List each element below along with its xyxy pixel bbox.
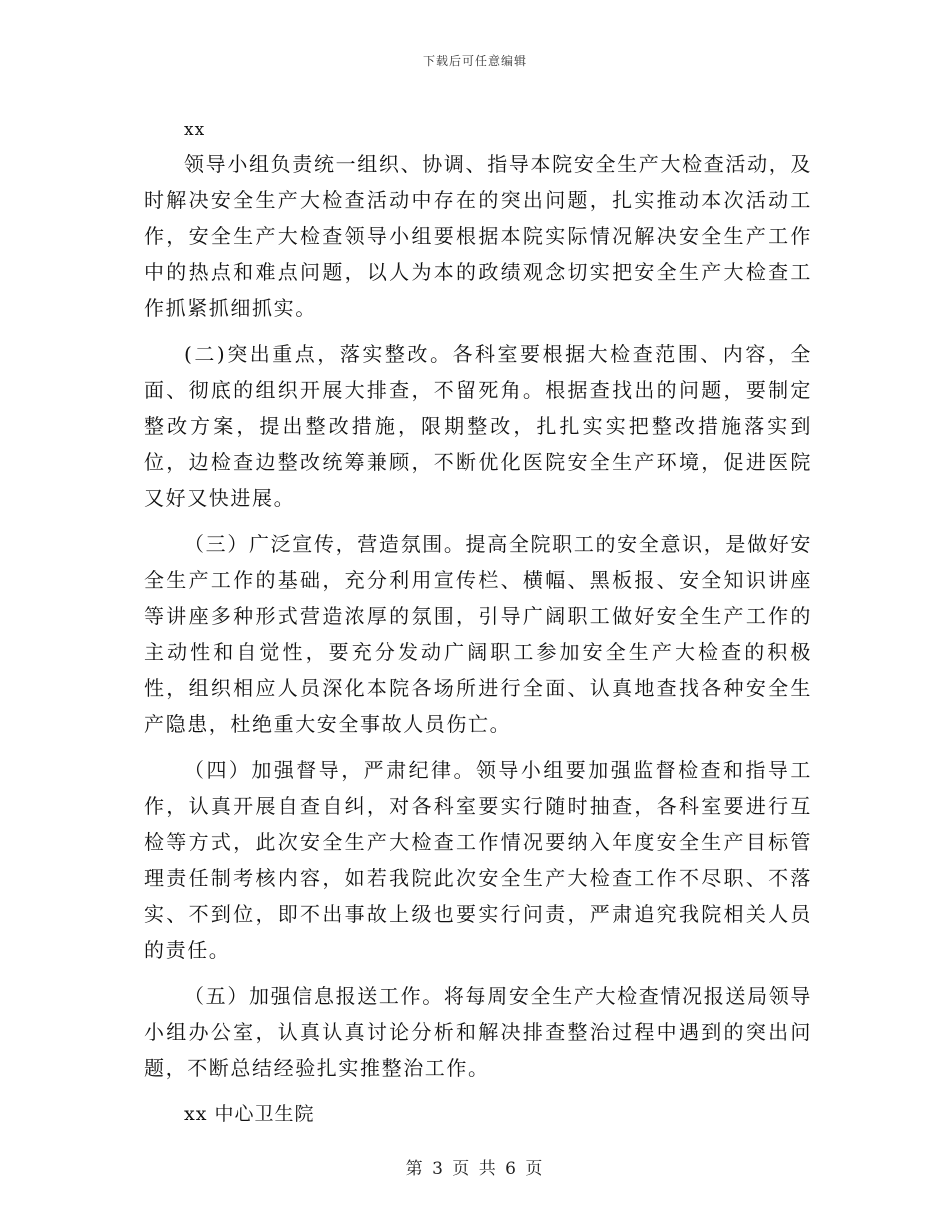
paragraph-section-3: （三）广泛宣传，营造氛围。提高全院职工的安全意识，是做好安全生产工作的基础，充分利用宣传栏、横幅、黑板报、安全知识讲座等讲座多种形式营造浓厚的氛围，引导广阔职工做好安全生产工作的主动性和自觉性，要充分发动广阔职工参加安全生产大检查的积极性，组织相应人员深化本院各场所进行全面、认真地查找各种安全生产隐患，杜绝重大安全事故人员伤亡。 xyxy=(144,532,812,736)
page-header: 下载后可任意编辑 xyxy=(422,54,527,68)
paragraph-section-2: (二)突出重点，落实整改。各科室要根据大检查范围、内容，全面、彻底的组织开展大排查，不留死角。根据查找出的问题，要制定整改方案，提出整改措施，限期整改，扎扎实实把整改措施落实到位，边检查边整改统筹兼顾，不断优化医院安全生产环境，促进医院又好又快进展。 xyxy=(144,342,812,510)
top-label: xx xyxy=(184,120,206,140)
document-body xyxy=(144,112,812,1132)
page-number: 第 3 页 共 6 页 xyxy=(405,1159,545,1179)
paragraph-section-4: （四）加强督导，严肃纪律。领导小组要加强监督检查和指导工作，认真开展自查自纠，对各科室要实行随时抽查，各科室要进行互检等方式，此次安全生产大检查工作情况要纳入年度安全生产目标管理责任制考核内容，如若我院此次安全生产大检查工作不尽职、不落实、不到位，即不出事故上级也要实行问责，严肃追究我院相关人员的责任。 xyxy=(144,758,812,962)
signature: xx 中心卫生院 xyxy=(184,1103,315,1125)
paragraph-section-5: （五）加强信息报送工作。将每周安全生产大检查情况报送局领导小组办公室，认真认真讨论分析和解决排查整治过程中遇到的突出问题，不断总结经验扎实推整治工作。 xyxy=(144,984,812,1080)
paragraph-leadership-group: 领导小组负责统一组织、协调、指导本院安全生产大检查活动，及时解决安全生产大检查活动中存在的突出问题，扎实推动本次活动工作，安全生产大检查领导小组要根据本院实际情况解决安全生产工作中的热点和难点问题，以人为本的政绩观念切实把安全生产大检查工作抓紧抓细抓实。 xyxy=(144,152,812,320)
